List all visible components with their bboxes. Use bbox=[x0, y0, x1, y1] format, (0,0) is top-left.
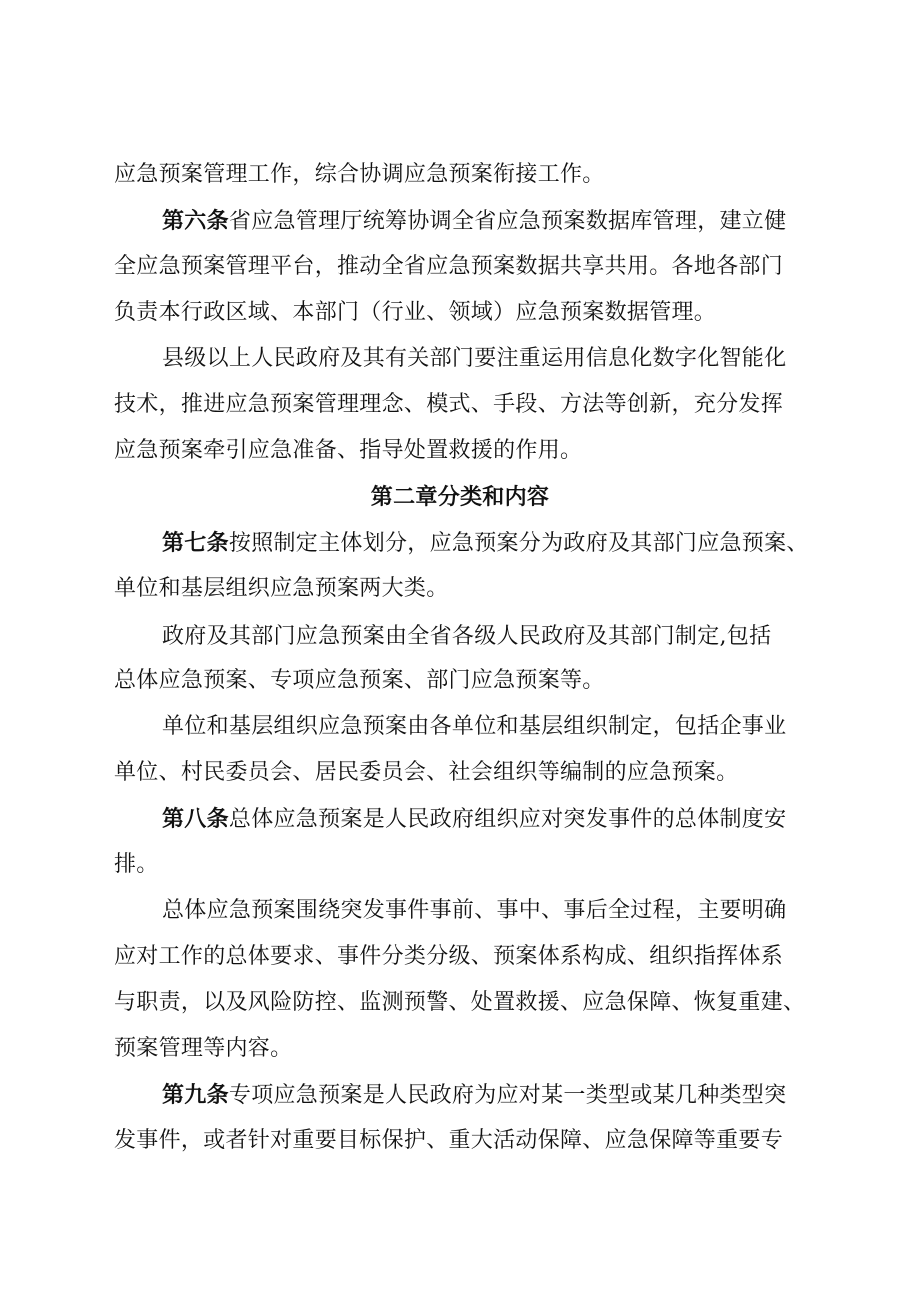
text-line: 单位和基层组织应急预案两大类。 bbox=[114, 576, 449, 601]
text-line: 预案管理等内容。 bbox=[114, 1036, 293, 1061]
text-line: 技术，推进应急预案管理理念、模式、手段、方法等创新，充分发挥 bbox=[114, 392, 784, 417]
text-line: 总体应急预案、专项应急预案、部门应急预案等。 bbox=[114, 668, 605, 693]
article-number: 第六条 bbox=[162, 208, 229, 234]
text-line: 排。 bbox=[114, 852, 159, 877]
text-line: 全应急预案管理平台，推动全省应急预案数据共享共用。各地各部门 bbox=[114, 254, 784, 279]
text-line: 负责本行政区域、本部门（行业、领域）应急预案数据管理。 bbox=[114, 300, 717, 325]
text-line: 县级以上人民政府及其有关部门要注重运用信息化数字化智能化 bbox=[162, 346, 787, 371]
article-6-line: 第六条省应急管理厅统筹协调全省应急预案数据库管理，建立健 bbox=[162, 208, 787, 234]
article-7-line: 第七条按照制定主体划分，应急预案分为政府及其部门应急预案、 bbox=[162, 530, 809, 556]
text-line: 发事件，或者针对重要目标保护、重大活动保障、应急保障等重要专 bbox=[114, 1128, 784, 1153]
text-line: 与职责，以及风险防控、监测预警、处置救援、应急保障、恢复重建、 bbox=[114, 990, 806, 1015]
article-8-line: 第八条总体应急预案是人民政府组织应对突发事件的总体制度安 bbox=[162, 806, 787, 832]
text-line: 单位、村民委员会、居民委员会、社会组织等编制的应急预案。 bbox=[114, 760, 739, 785]
text-line: 应对工作的总体要求、事件分类分级、预案体系构成、组织指挥体系 bbox=[114, 944, 784, 969]
text-line: 单位和基层组织应急预案由各单位和基层组织制定，包括企事业 bbox=[162, 714, 787, 739]
article-9-line: 第九条专项应急预案是人民政府为应对某一类型或某几种类型突 bbox=[162, 1082, 787, 1108]
chapter-heading: 第二章分类和内容 bbox=[370, 484, 550, 510]
text-line: 应急预案管理工作，综合协调应急预案衔接工作。 bbox=[114, 162, 605, 187]
text-line: 政府及其部门应急预案由全省各级人民政府及其部门制定,包括 bbox=[162, 624, 772, 649]
text-line: 总体应急预案围绕突发事件事前、事中、事后全过程，主要明确 bbox=[162, 898, 787, 923]
article-number: 第八条 bbox=[162, 806, 229, 832]
article-number: 第九条 bbox=[162, 1082, 229, 1108]
article-number: 第七条 bbox=[162, 530, 229, 556]
text-line: 应急预案牵引应急准备、指导处置救援的作用。 bbox=[114, 438, 583, 463]
